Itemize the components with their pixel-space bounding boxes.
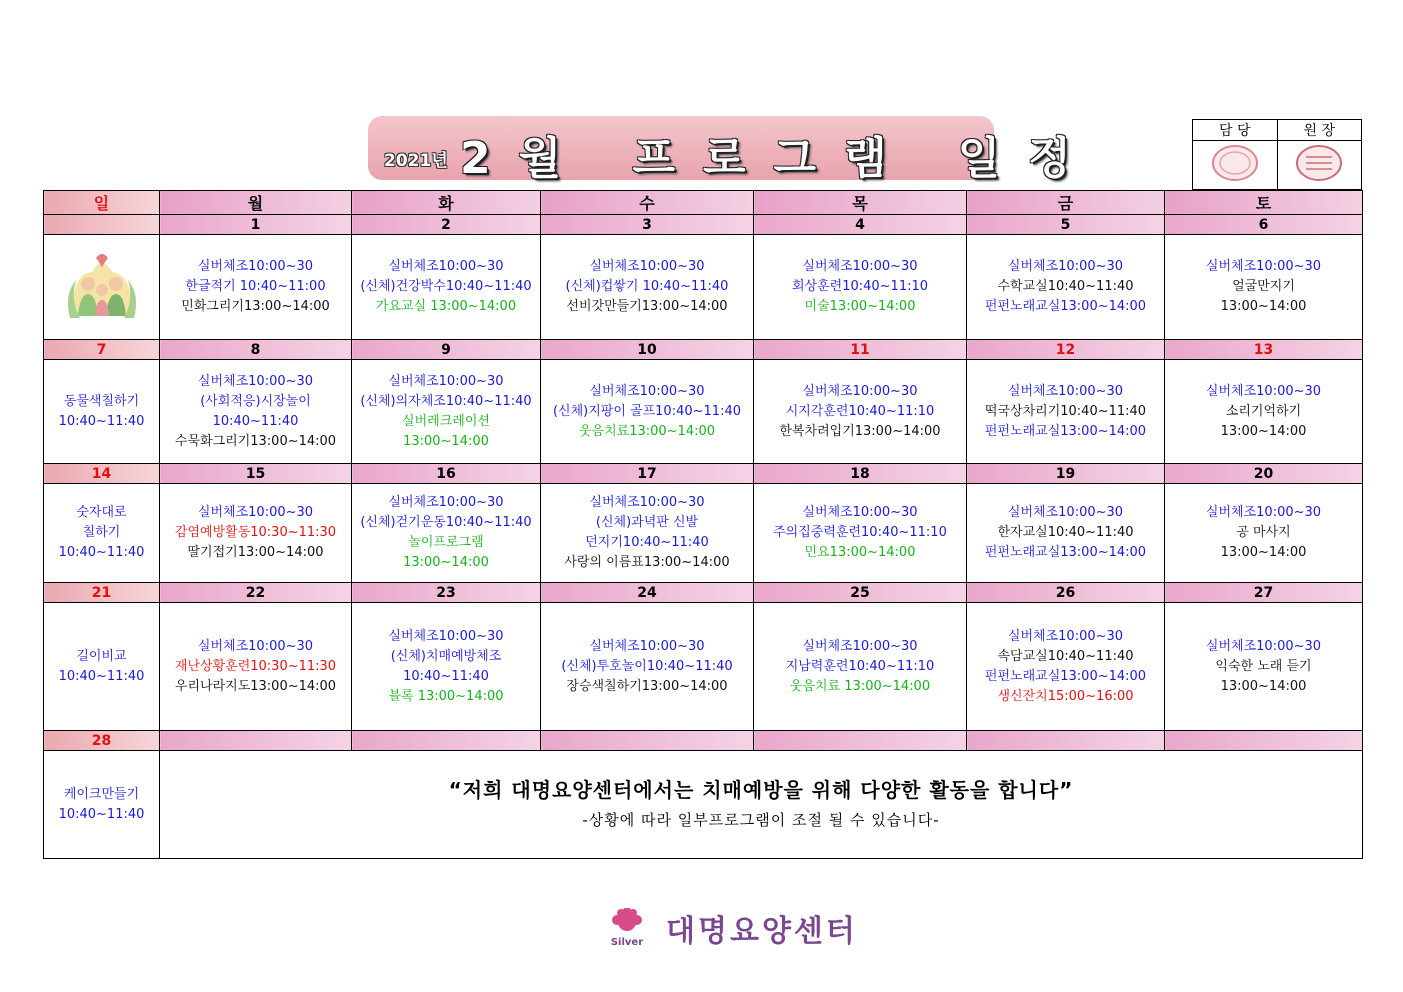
activity-text: 펀펀노래교실13:00~14:00 [984,299,1147,314]
activity-text: 공 마사지 [1236,525,1291,540]
activity-text: 실버체조10:00~30 [388,259,504,274]
activity-text: 속담교실10:40~11:40 [997,648,1134,664]
activity-text: 가요교실 13:00~14:00 [375,299,517,314]
activity-text: 13:00~14:00 [1220,678,1307,694]
date-cell: 28 [44,731,160,751]
date-cell: 9 [352,340,541,360]
date-cell: 23 [352,583,541,603]
date-cell: 4 [754,215,967,235]
activity-text: 13:00~14:00 [403,433,489,449]
activity-cell [352,603,541,731]
activity-text: 재난상황훈련10:30~11:30 [174,658,337,674]
activity-text: 웃음치료 13:00~14:00 [789,678,931,694]
activity-text: 실버체조10:00~30 [589,259,705,274]
activity-text: (신체)과녁판 신발 [595,515,699,530]
activity-text: 민화그리기13:00~14:00 [181,299,330,314]
activity-text: 실버체조10:00~30 [197,259,314,274]
activity-text: 우리나라지도13:00~14:00 [174,678,337,694]
activity-row [44,235,1363,340]
activity-text: 생신잔치15:00~16:00 [997,688,1134,704]
activity-row [44,360,1363,464]
approval-box [1192,119,1362,190]
date-cell: 21 [44,583,160,603]
date-cell: 13 [1165,340,1363,360]
activity-text: 13:00~14:00 [1220,545,1307,560]
day-of-week-4: 목 [754,191,967,215]
activity-cell [541,484,754,583]
activity-text: 10:40~11:40 [58,413,145,429]
activity-cell [541,360,754,464]
title-year: 2021년 [384,151,448,171]
activity-text: 익숙한 노래 듣기 [1215,658,1312,674]
activity-text: (신체)건강박수10:40~11:40 [360,279,532,294]
date-cell: 26 [967,583,1165,603]
activity-text: 놀이프로그램 [408,535,484,550]
activity-text: 실버체조10:00~30 [1205,259,1322,274]
date-row [44,731,1363,751]
activity-text: 회상훈련10:40~11:10 [791,279,929,294]
activity-text: 13:00~14:00 [403,555,489,570]
activity-cell [1165,603,1363,731]
activity-text: (사회적응)시장놀이 [200,393,311,409]
notice-message-cell [160,751,1363,859]
date-cell: 20 [1165,464,1363,484]
date-cell [541,731,754,751]
activity-text: 실버체조10:00~30 [1007,505,1124,520]
activity-text: 블록 13:00~14:00 [388,688,504,704]
activity-text: 13:00~14:00 [1220,423,1307,439]
date-cell: 5 [967,215,1165,235]
date-cell: 19 [967,464,1165,484]
date-cell [754,731,967,751]
seal-stamp-icon [1210,143,1260,183]
seal-stamp-icon [1294,143,1344,183]
activity-text: 떡국상차리기10:40~11:40 [984,403,1147,419]
center-name: 대명요양센터 [666,914,858,949]
day-of-week-row [44,191,1363,215]
activity-cell [967,235,1165,340]
activity-text: (신체)의자체조10:40~11:40 [360,393,532,409]
activity-cell [1165,484,1363,583]
date-cell: 1 [160,215,352,235]
approval-label-director: 원 장 [1277,120,1362,141]
notice-main: “저희 대명요양센터에서는 치매예방을 위해 다양한 활동을 합니다” [448,777,1074,802]
activity-text: 웃음치료13:00~14:00 [578,423,716,439]
activity-text: 선비갓만들기13:00~14:00 [566,299,728,314]
activity-text: 수학교실10:40~11:40 [997,279,1134,294]
activity-text: (신체)치매예방체조 [390,648,502,664]
activity-cell [967,603,1165,731]
day-of-week-6: 토 [1165,191,1363,215]
activity-text: 케이크만들기 [63,786,140,802]
date-cell: 14 [44,464,160,484]
date-row [44,583,1363,603]
activity-cell [352,235,541,340]
activity-cell [44,751,160,859]
activity-text: 10:40~11:40 [58,806,145,822]
activity-text: 칠하기 [82,525,121,540]
activity-text: 실버체조10:00~30 [1007,628,1124,644]
date-cell: 7 [44,340,160,360]
activity-cell [1165,360,1363,464]
title-banner [368,116,1099,184]
date-cell: 8 [160,340,352,360]
activity-text: 10:40~11:40 [58,668,145,684]
activity-text: 한글적기 10:40~11:00 [185,279,326,294]
activity-cell [754,235,967,340]
day-of-week-5: 금 [967,191,1165,215]
activity-text: (신체)걷기운동10:40~11:40 [360,515,532,530]
activity-cell [160,360,352,464]
activity-text: 던지기10:40~11:40 [585,535,709,550]
day-of-week-3: 수 [541,191,754,215]
activity-text: 실버체조10:00~30 [197,505,314,520]
activity-cell [160,484,352,583]
date-cell: 17 [541,464,754,484]
activity-text: 민요13:00~14:00 [804,545,916,560]
date-cell [44,215,160,235]
activity-text: 얼굴만지기 [1232,279,1295,294]
activity-cell [967,360,1165,464]
activity-text: 실버체조10:00~30 [1205,638,1322,654]
activity-text: 실버체조10:00~30 [1007,383,1124,399]
approval-sign-director [1277,141,1362,190]
activity-text: 실버체조10:00~30 [388,495,504,510]
activity-cell [44,484,160,583]
activity-text: (신체)컵쌓기 10:40~11:40 [565,279,729,294]
notice-sub: -상황에 따라 일부프로그램이 조절 될 수 있습니다- [582,810,940,829]
activity-text: 실버체조10:00~30 [1007,259,1124,274]
date-cell: 11 [754,340,967,360]
day-of-week-0: 일 [44,191,160,215]
activity-text: 실버레크레이션 [402,413,490,429]
activity-text: 실버체조10:00~30 [1205,383,1322,399]
approval-sign-manager [1193,141,1278,190]
activity-text: 실버체조10:00~30 [802,383,918,399]
activity-cell [967,484,1165,583]
date-cell: 18 [754,464,967,484]
activity-cell [44,360,160,464]
activity-text: 실버체조10:00~30 [1205,505,1322,520]
date-cell [1165,731,1363,751]
page-title: 2월 프로그램 일정 [460,133,1099,184]
date-cell [352,731,541,751]
activity-text: 장승색칠하기13:00~14:00 [566,678,728,694]
activity-text: 10:40~11:40 [58,545,145,560]
activity-cell [160,235,352,340]
date-cell: 25 [754,583,967,603]
activity-cell [44,235,160,340]
activity-text: 감염예방활동10:30~11:30 [174,525,337,540]
activity-text: 주의집중력훈련10:40~11:10 [773,525,947,540]
activity-text: 펀펀노래교실13:00~14:00 [984,423,1147,439]
activity-text: 미술13:00~14:00 [804,299,916,314]
activity-text: 딸기접기13:00~14:00 [187,545,324,560]
activity-text: 시지각훈련10:40~11:10 [785,403,935,419]
activity-cell [44,603,160,731]
calendar-table [43,190,1363,859]
activity-cell [754,360,967,464]
date-row [44,215,1363,235]
activity-text: (신체)투호놀이10:40~11:40 [561,658,733,674]
date-cell: 2 [352,215,541,235]
activity-text: 실버체조10:00~30 [197,373,314,389]
activity-text: 실버체조10:00~30 [589,383,705,399]
date-row [44,340,1363,360]
activity-text: 펀펀노래교실13:00~14:00 [984,545,1147,560]
activity-text: 실버체조10:00~30 [388,628,504,644]
activity-text: 사랑의 이름표13:00~14:00 [564,555,730,570]
activity-text: 수묵화그리기13:00~14:00 [174,433,337,449]
activity-text: 한자교실10:40~11:40 [997,525,1134,540]
activity-text: 동물색칠하기 [63,393,140,409]
activity-row [44,484,1363,583]
activity-text: 펀펀노래교실13:00~14:00 [984,668,1147,684]
date-cell: 6 [1165,215,1363,235]
activity-text: 길이비교 [76,648,127,664]
activity-cell [1165,235,1363,340]
activity-text: 소리기억하기 [1225,403,1302,419]
activity-text: 실버체조10:00~30 [589,638,705,654]
activity-cell [352,360,541,464]
activity-text: (신체)지팡이 골프10:40~11:40 [552,403,741,419]
flower-logo-icon [600,908,654,948]
logo-text: Silver [610,937,644,948]
activity-cell [541,603,754,731]
activity-text: 실버체조10:00~30 [802,638,918,654]
activity-cell [160,603,352,731]
day-of-week-1: 월 [160,191,352,215]
activity-cell [352,484,541,583]
activity-text: 지남력훈련10:40~11:10 [785,658,935,674]
footer [600,908,858,948]
activity-text: 13:00~14:00 [1220,299,1307,314]
activity-text: 실버체조10:00~30 [388,373,504,389]
activity-text: 한복차려입기13:00~14:00 [779,423,941,439]
activity-text: 숫자대로 [76,505,127,520]
activity-text: 실버체조10:00~30 [197,638,314,654]
activity-text: 실버체조10:00~30 [802,505,918,520]
date-cell [967,731,1165,751]
activity-cell [541,235,754,340]
activity-text: 실버체조10:00~30 [589,495,705,510]
date-cell [160,731,352,751]
date-cell: 15 [160,464,352,484]
date-cell: 24 [541,583,754,603]
activity-cell [754,484,967,583]
activity-row [44,751,1363,859]
family-illustration-icon [62,244,142,324]
activity-cell [754,603,967,731]
date-cell: 22 [160,583,352,603]
day-of-week-2: 화 [352,191,541,215]
activity-row [44,603,1363,731]
date-cell: 12 [967,340,1165,360]
activity-text: 10:40~11:40 [403,668,489,684]
date-cell: 16 [352,464,541,484]
date-cell: 3 [541,215,754,235]
date-row [44,464,1363,484]
date-cell: 10 [541,340,754,360]
date-cell: 27 [1165,583,1363,603]
activity-text: 10:40~11:40 [212,413,299,429]
approval-label-manager: 담 당 [1193,120,1278,141]
activity-text: 실버체조10:00~30 [802,259,918,274]
center-logo [600,908,654,948]
